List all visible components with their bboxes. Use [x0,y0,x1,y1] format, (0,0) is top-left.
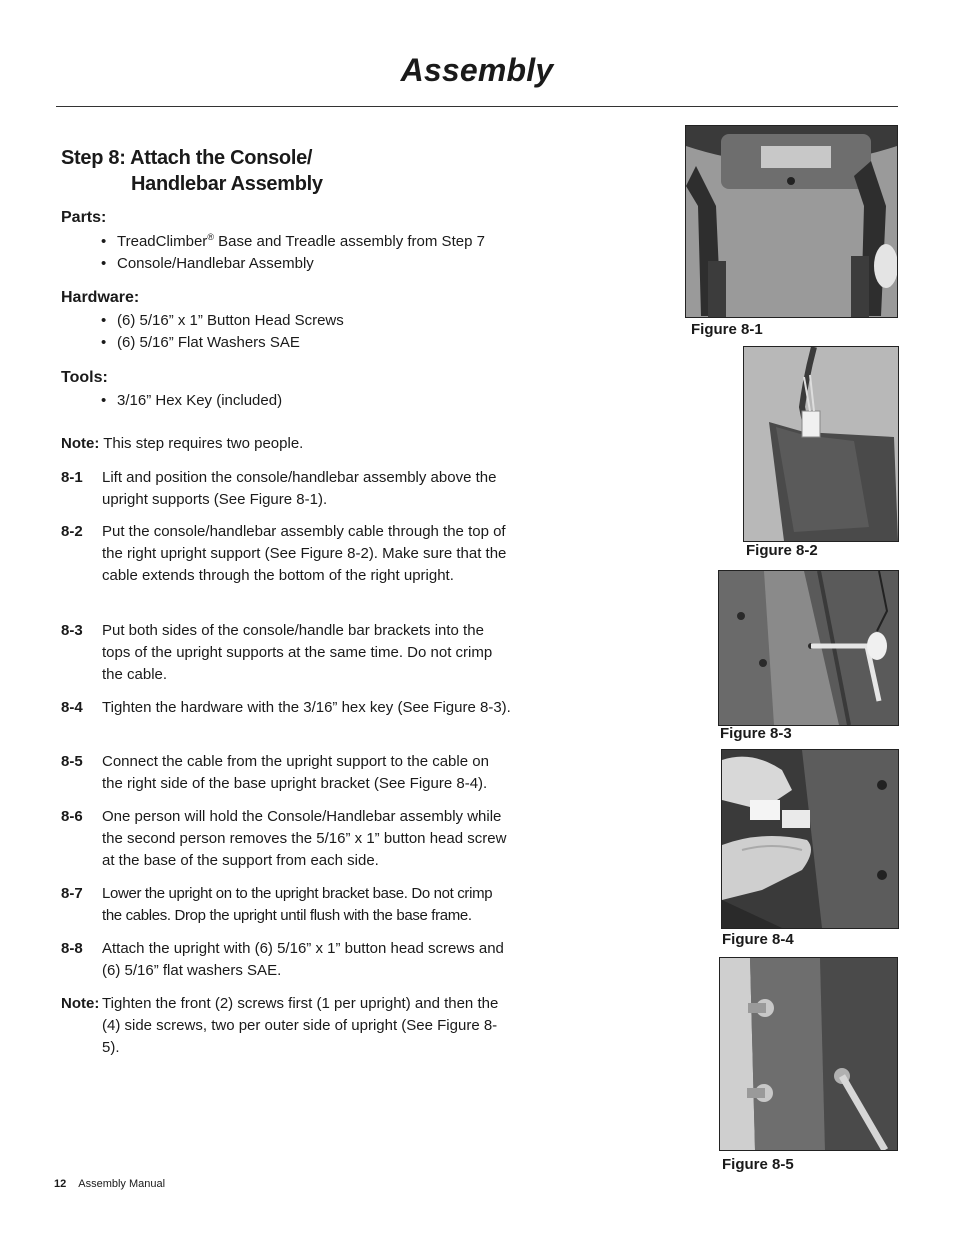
figure-caption: Figure 8-2 [746,542,818,559]
registered-mark: ® [207,232,214,242]
step-text: Put both sides of the console/handle bar brackets into the tops of the upright supports at the same time. Do not crimp the cable. [102,622,493,683]
hardware-list [101,310,344,354]
step-item [61,751,511,795]
step-number: 8-3 [61,622,83,639]
tools-heading: Tools: [61,369,108,386]
step-title [61,145,323,197]
brand-name: TreadClimber [117,233,208,250]
figure-8-3-photo [718,570,899,726]
parts-heading: Parts: [61,209,107,226]
step-text: Connect the cable from the upright support to the cable on the right side of the base upright bracket (See Figure 8-4). [102,753,489,792]
step-item [61,806,511,872]
step-number: 8-1 [61,469,83,486]
step-item [61,697,511,719]
header-divider [56,106,898,107]
parts-list [101,231,485,275]
list-item: • (6) 5/16” x 1” Button Head Screws [101,310,344,332]
step-item [61,620,511,686]
step-item [61,938,511,982]
note-label: Note: [61,995,100,1012]
tools-list [101,390,282,412]
step-number: 8-2 [61,523,83,540]
note [61,993,511,1059]
note [61,433,511,455]
figure-8-4-photo [721,749,899,929]
step-title-line1: Step 8: Attach the Console/ [61,147,313,169]
figure-caption: Figure 8-4 [722,931,794,948]
list-item: • (6) 5/16” Flat Washers SAE [101,332,344,354]
page-number: 12 [54,1178,67,1190]
step-item [61,521,511,587]
step-number: 8-6 [61,808,83,825]
list-item-text: Base and Treadle assembly from Step 7 [213,233,485,250]
page-footer [54,1178,165,1190]
step-item [61,883,511,927]
hardware-heading: Hardware: [61,289,140,306]
figure-caption: Figure 8-5 [722,1156,794,1173]
step-text: Put the console/handlebar assembly cable through the top of the right upright support (See Figure 8-2). Make sure that the cable extends through the bottom of the right upright. [102,523,507,584]
list-item [101,231,485,253]
figure-8-2-photo [743,346,899,542]
figure-caption: Figure 8-1 [691,321,763,338]
note-text: Tighten the front (2) screws first (1 per upright) and then the (4) side screws, two per outer side of upright (See Figure 8-5). [102,995,499,1056]
step-text: Lift and position the console/handlebar assembly above the upright supports (See Figure 8-1). [102,469,497,508]
step-text: Tighten the hardware with the 3/16” hex key (See Figure 8-3). [102,699,511,716]
step-text: One person will hold the Console/Handlebar assembly while the second person removes the 5/16” x 1” button head screw at the base of the support from each side. [102,808,507,869]
step-number: 8-5 [61,753,83,770]
list-item: • Console/Handlebar Assembly [101,253,485,275]
list-item: • 3/16” Hex Key (included) [101,390,282,412]
note-label: Note: [61,435,100,452]
step-number: 8-7 [61,885,83,902]
step-title-line2: Handlebar Assembly [131,173,323,195]
page-title: Assembly [400,52,554,88]
figure-8-1-photo [685,125,898,318]
note-text: This step requires two people. [99,435,304,452]
figure-8-5-photo [719,957,898,1151]
step-number: 8-4 [61,699,83,716]
step-text: Lower the upright on to the upright bracket base. Do not crimp the cables. Drop the upright until flush with the base frame. [102,885,493,924]
figure-caption: Figure 8-3 [720,725,792,742]
step-item [61,467,511,511]
step-number: 8-8 [61,940,83,957]
step-text: Attach the upright with (6) 5/16” x 1” button head screws and (6) 5/16” flat washers SAE. [102,940,504,979]
footer-label: Assembly Manual [78,1178,166,1190]
